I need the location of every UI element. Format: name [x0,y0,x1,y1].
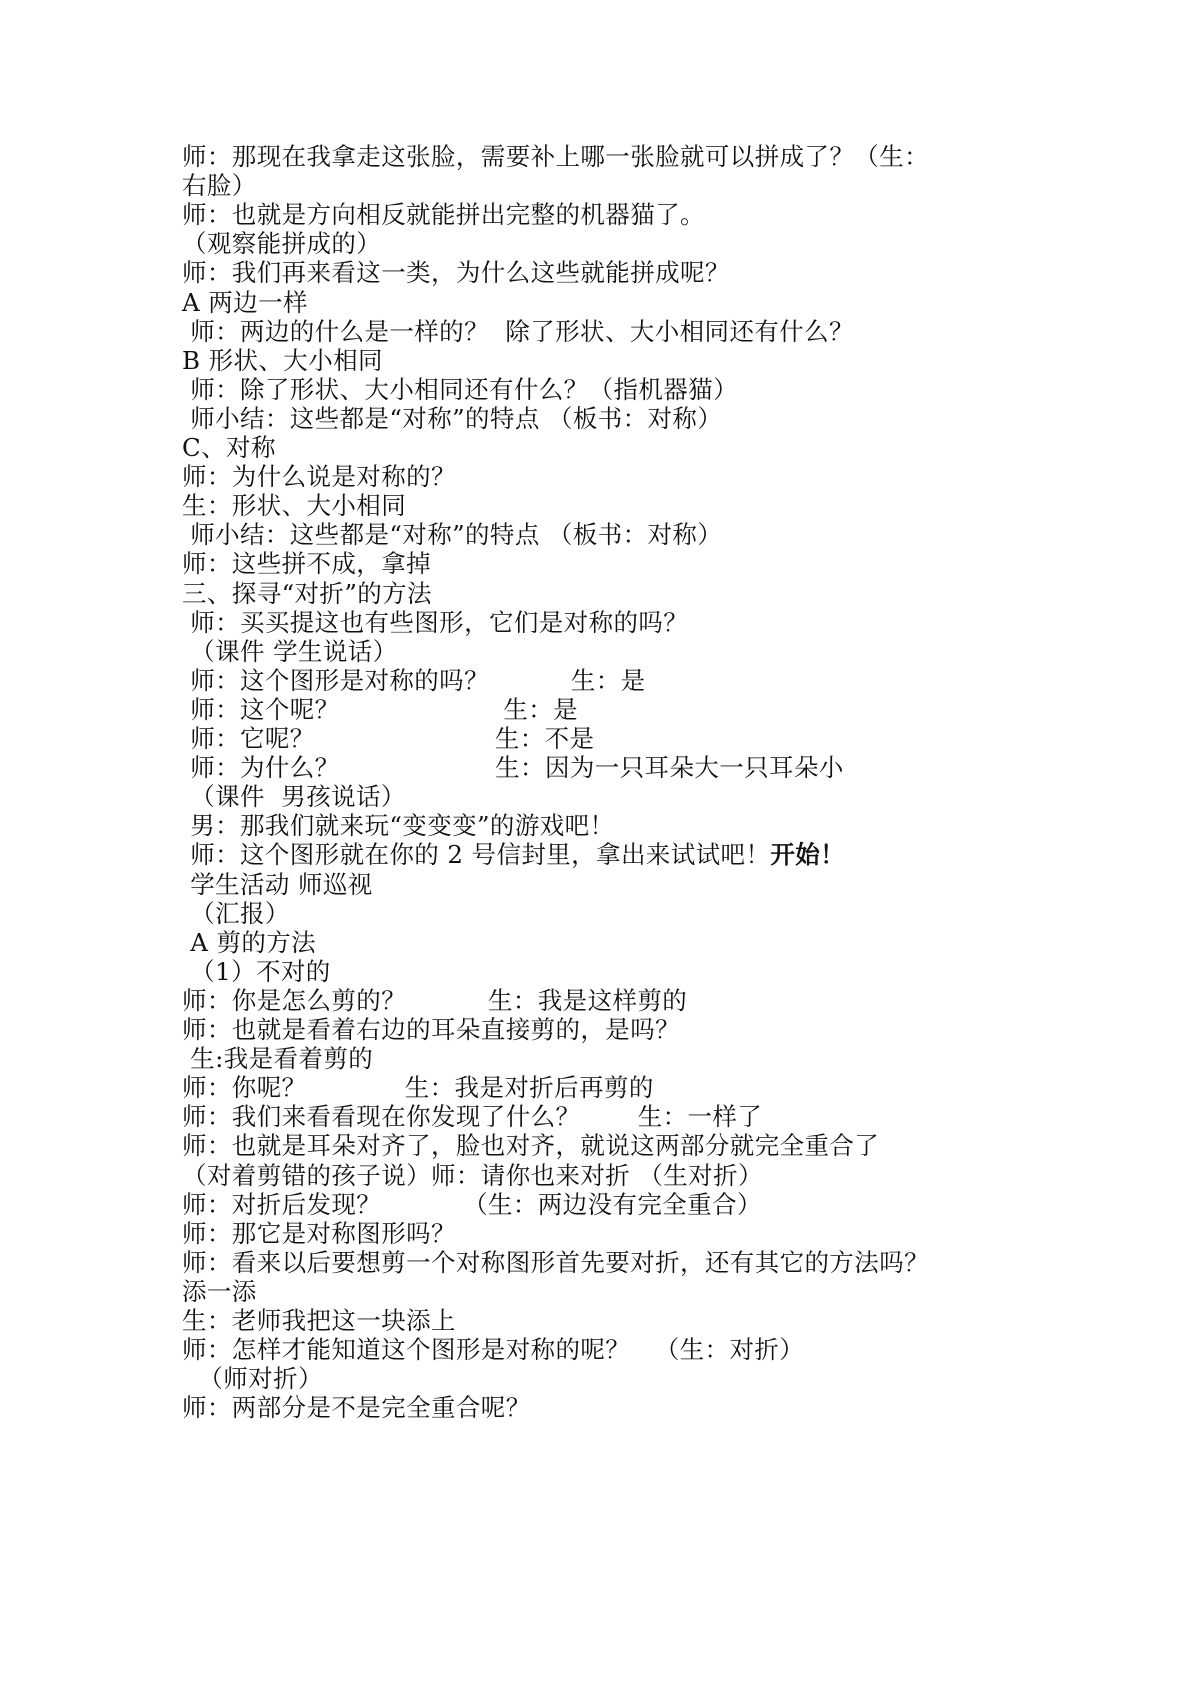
text-line [182,171,257,201]
text-line [182,1190,762,1220]
text-line [182,433,276,463]
line-text: 生：老师我把这一块添上 [182,1306,456,1335]
line-text: 生:我是看着剪的 [182,1044,374,1073]
line-text: 师：你呢？ 生：我是对折后再剪的 [182,1073,654,1102]
text-line [182,1335,804,1365]
text-line [182,1306,456,1336]
text-line [182,608,688,638]
line-text: 师：也就是方向相反就能拼出完整的机器猫了。 [182,200,705,229]
line-text: C、对称 [182,433,276,462]
text-line [182,346,383,376]
line-text: （课件 学生说话） [182,637,398,666]
line-text: 师：也就是耳朵对齐了，脸也对齐，就说这两部分就完全重合了 [182,1131,880,1160]
line-text: B 形状、大小相同 [182,346,383,375]
line-text: （1）不对的 [182,957,331,986]
text-line [182,549,431,579]
text-line [182,258,730,288]
line-text: 师：那现在我拿走这张脸，需要补上哪一张脸就可以拼成了？（生： [182,142,929,171]
text-line [182,782,406,812]
line-text: （汇报） [182,899,290,928]
line-text: 师：也就是看着右边的耳朵直接剪的，是吗？ [182,1015,680,1044]
emphasis-text: 开始！ [770,840,846,869]
text-line [182,1364,323,1394]
line-text: 师：看来以后要想剪一个对称图形首先要对折，还有其它的方法吗？ [182,1248,929,1277]
text-line [182,1248,929,1278]
text-line [182,724,594,754]
line-text: 师：怎样才能知道这个图形是对称的呢？ （生：对折） [182,1335,805,1364]
line-text: 生：形状、大小相同 [182,491,407,520]
line-text: 师：为什么说是对称的？ [182,462,456,491]
line-text: （对着剪错的孩子说）师：请你也来对折 （生对折） [182,1161,763,1190]
text-line [182,637,398,667]
text-line [182,1015,680,1045]
text-line [182,666,646,696]
line-text: 师：这个图形是对称的吗？ 生：是 [182,666,646,695]
text-line [182,1131,879,1161]
text-line [182,375,738,405]
line-text: （师对折） [182,1364,323,1393]
text-line [182,462,456,492]
text-line [182,986,687,1016]
text-line [182,491,406,521]
line-text: 右脸） [182,171,257,200]
line-text: A 剪的方法 [182,928,317,957]
line-text: 三、探寻“对折”的方法 [182,579,432,608]
line-text: （课件 男孩说话） [182,782,406,811]
line-text: 师：这个呢？ 生：是 [182,695,579,724]
text-line [182,928,316,958]
text-line [182,840,845,870]
text-line [182,870,373,900]
text-line [182,1161,763,1191]
text-line [182,957,331,987]
text-line [182,288,308,318]
text-line [182,520,722,550]
text-line [182,317,854,347]
line-text: 师：为什么？ 生：因为一只耳朵大一只耳朵小 [182,753,844,782]
text-line [182,1219,456,1249]
line-text: 师：那它是对称图形吗？ [182,1219,456,1248]
line-text: 添一添 [182,1277,257,1306]
text-line [182,579,432,609]
line-text: 师：两边的什么是一样的？ 除了形状、大小相同还有什么？ [182,317,854,346]
line-text: 师小结：这些都是“对称”的特点 （板书：对称） [182,520,723,549]
line-text: （观察能拼成的） [182,229,382,258]
line-text: 师小结：这些都是“对称”的特点 （板书：对称） [182,404,723,433]
text-line [182,1102,762,1132]
line-text: 师：除了形状、大小相同还有什么？（指机器猫） [182,375,738,404]
text-line [182,753,844,783]
text-line [182,1044,373,1074]
text-line [182,1073,654,1103]
text-line [182,695,578,725]
line-text: 师：对折后发现？ （生：两边没有完全重合） [182,1190,762,1219]
line-text: 男：那我们就来玩“变变变”的游戏吧！ [182,811,615,840]
text-line [182,229,381,259]
line-text: 师：你是怎么剪的？ 生：我是这样剪的 [182,986,688,1015]
line-text: 师：买买提这也有些图形，它们是对称的吗？ [182,608,689,637]
line-text: 师：这个图形就在你的 2 号信封里，拿出来试试吧！ [182,840,771,869]
text-line [182,404,722,434]
line-text: A 两边一样 [182,288,308,317]
line-text: 师：这些拼不成，拿掉 [182,549,431,578]
text-line [182,811,614,841]
text-line [182,899,290,929]
line-text: 师：它呢？ 生：不是 [182,724,595,753]
line-text: 师：我们再来看这一类，为什么这些就能拼成呢？ [182,258,730,287]
line-text: 学生活动 师巡视 [182,870,373,899]
text-line [182,142,929,172]
line-text: 师：我们来看看现在你发现了什么？ 生：一样了 [182,1102,763,1131]
text-line [182,1393,531,1423]
line-text: 师：两部分是不是完全重合呢？ [182,1393,531,1422]
text-line [182,200,705,230]
text-line [182,1277,257,1307]
